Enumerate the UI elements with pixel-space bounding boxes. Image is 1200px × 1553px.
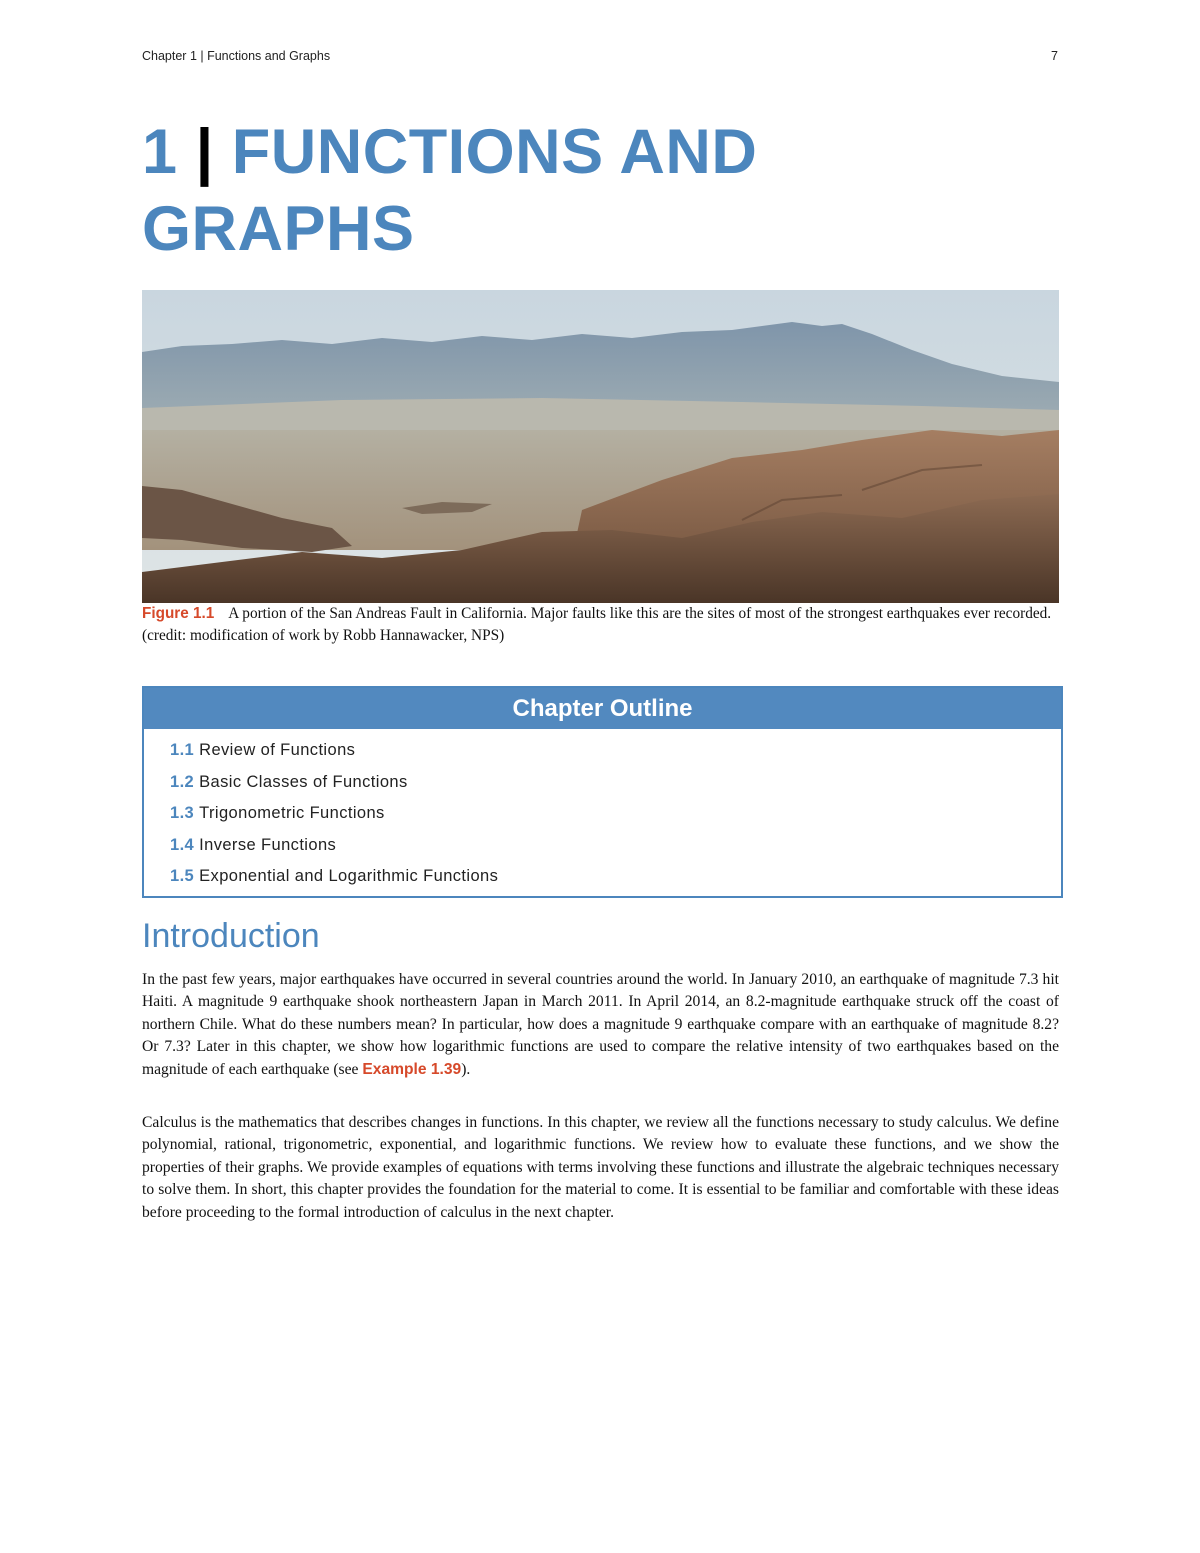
outline-item-number: 1.2 (170, 772, 195, 791)
outline-item-number: 1.1 (170, 741, 195, 759)
paragraph-1-text: In the past few years, major earthquakes have occurred in several countries around the world. In January 2010, an earthquake of magnitude 7.3 hit Haiti. A magnitude 9 earthquake shook northeastern Japan in March 2011. In April 2014, an 8.2-magnitude earthquake struck off the coast of northern Chile. What do these numbers mean? In particular, how does a magnitude 9 earthquake compare with an earthquake of magnitude 8.2? Or 7.3? Later in this chapter, we show how logarithmic functions are used to compare the relative intensity of two earthquakes based on the magnitude of each earthquake (see (142, 971, 1059, 1078)
outline-item-1-2[interactable] (170, 771, 1061, 803)
outline-item-1-5[interactable] (170, 865, 1061, 897)
chapter-outline-list (144, 729, 1061, 897)
outline-item-1-3[interactable] (170, 802, 1061, 834)
outline-item-number: 1.5 (170, 867, 195, 885)
outline-item-number: 1.3 (170, 804, 195, 822)
chapter-title-line-1 (142, 114, 1042, 191)
chapter-title (142, 114, 1042, 268)
chapter-number: 1 (142, 117, 178, 187)
outline-item-label: Review of Functions (199, 741, 356, 759)
chapter-outline-title: Chapter Outline (144, 688, 1061, 729)
outline-item-number: 1.4 (170, 835, 195, 854)
outline-item-label: Basic Classes of Functions (199, 772, 408, 791)
figure-caption (142, 603, 1059, 647)
chapter-separator: | (195, 117, 214, 187)
page-number: 7 (1051, 49, 1058, 63)
outline-item-label: Trigonometric Functions (199, 804, 385, 822)
running-head (142, 49, 1058, 63)
outline-item-label: Inverse Functions (199, 835, 337, 854)
figure-caption-text: A portion of the San Andreas Fault in California. Major faults like this are the sites of most of the strongest earthquakes ever recorded. (credit: modification of work by Robb Hannawacker, NPS) (142, 605, 1052, 644)
chapter-outline-box (142, 686, 1063, 898)
example-1-39-link[interactable]: Example 1.39 (362, 1060, 462, 1078)
running-head-title: Chapter 1 | Functions and Graphs (142, 49, 331, 63)
chapter-title-line-2: GRAPHS (142, 194, 415, 264)
outline-item-1-4[interactable] (170, 834, 1061, 866)
chapter-title-text-1: FUNCTIONS AND (231, 117, 758, 187)
outline-item-1-1[interactable] (170, 739, 1061, 771)
introduction-paragraph-2: Calculus is the mathematics that describes changes in functions. In this chapter, we review all the functions necessary to study calculus. We define polynomial, rational, trigonometric, exponential, and logarithmic functions. We review how to evaluate these functions, and we show the properties of their graphs. We provide examples of equations with terms involving these functions and illustrate the algebraic techniques necessary to solve them. In short, this chapter provides the foundation for the material to come. It is essential to be familiar and comfortable with these ideas before proceeding to the formal introduction of calculus in the next chapter. (142, 1114, 1059, 1221)
introduction-paragraph-1 (142, 969, 1059, 1081)
outline-item-label: Exponential and Logarithmic Functions (199, 867, 499, 885)
paragraph-1-end: ). (461, 1060, 471, 1078)
introduction-heading: Introduction (142, 917, 320, 955)
figure-label: Figure 1.1 (142, 605, 215, 622)
san-andreas-fault-photo (142, 290, 1059, 603)
